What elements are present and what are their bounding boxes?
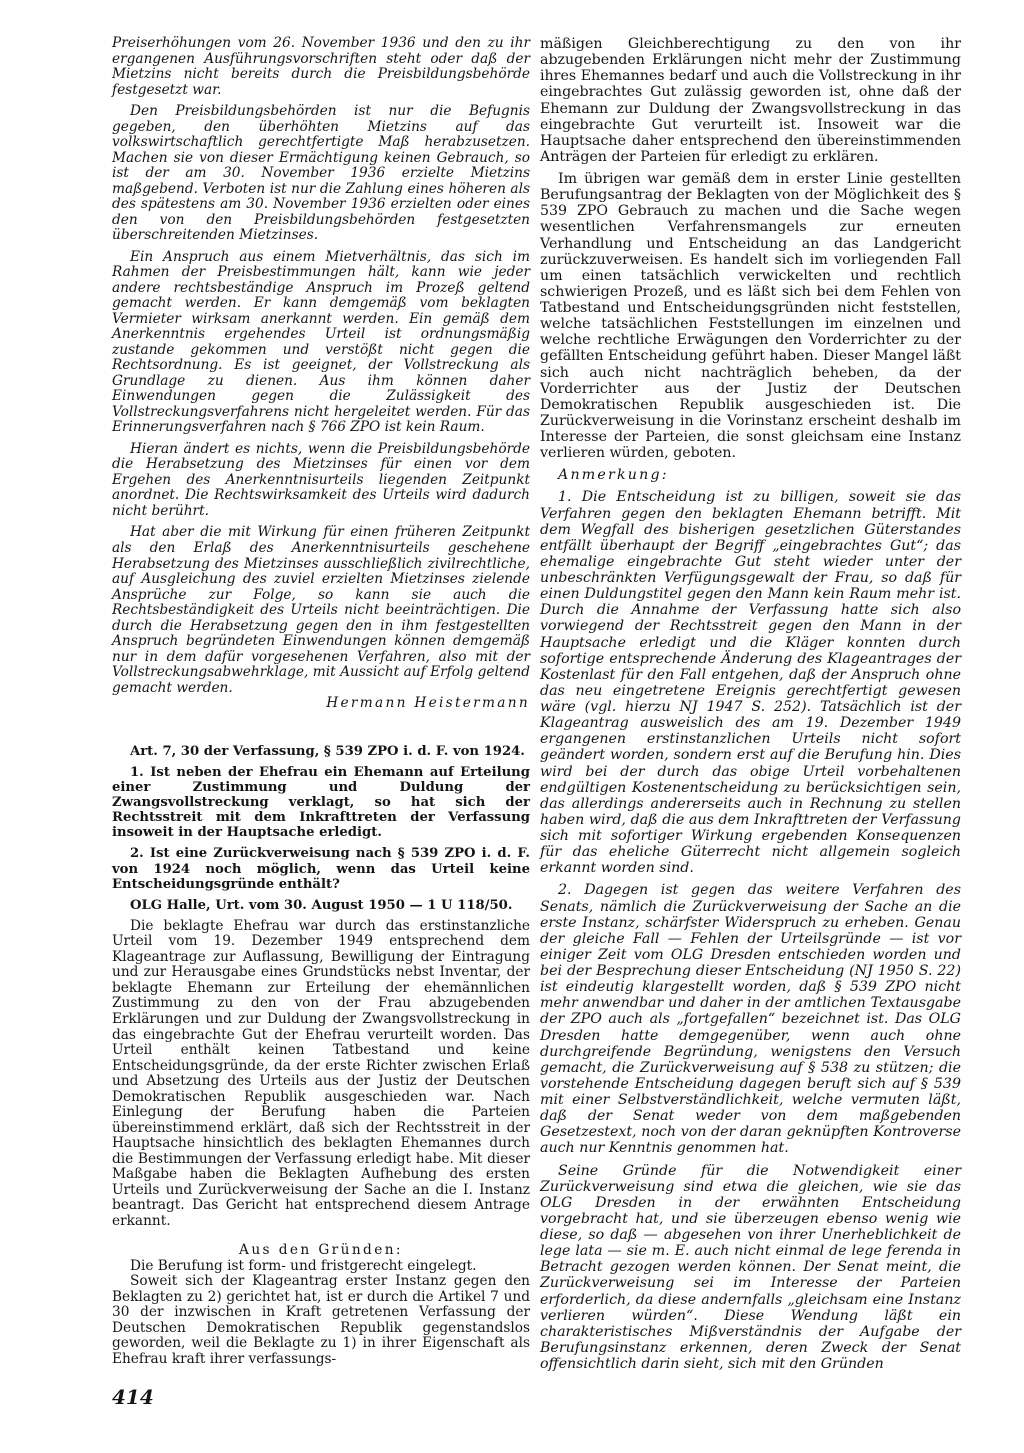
annotation-paragraph: 2. Dagegen ist gegen das weitere Verfahren des Senats, nämlich die Zurückverweisung der Sache an die erste Instanz, schärfster Widerspruch zu erheben. Genau der gleiche Fall — Fehlen der Urteilsgründe — ist vor einiger Zeit vom OLG Dresden entschieden worden und bei der Besprechung dieser Entscheidung (NJ 1950 S. 22) ist eindeutig klargestellt worden, daß § 539 ZPO nicht mehr anwendbar und daher in der amtlichen Textausgabe der ZPO auch als „fortgefallen“ bezeichnet ist. Das OLG Dresden hatte demgegenüber, wenn auch ohne durchgreifende Begründung, wenigstens den Versuch gemacht, die Zurückverweisung auf § 538 zu stützen; die vorstehende Entscheidung dagegen beruft sich auf § 539 mit einer Selbstverständlichkeit, welche vermuten läßt, daß der Senat weder von dem maßgebenden Gesetzestext, noch von der daran geknüpften Kontroverse auch nur Kenntnis genommen hat. — [540, 882, 961, 1157]
paragraph: Soweit sich der Klageantrag erster Instanz gegen den Beklagten zu 2) gerichtet hat, ist er durch die Artikel 7 und 30 der inzwischen in Kraft getretenen Verfassung der Deutschen Demokratischen Republik gegenstandslos geworden, weil die Beklagte zu 1) in ihrer Eigenschaft als Ehefrau kraft ihrer verfassungs- — [112, 1273, 530, 1367]
paragraph: Den Preisbildungsbehörden ist nur die Befugnis gegeben, den überhöhten Mietzins auf das volkswirtschaftlich gerechtfertigte Maß herabzusetzen. Machen sie von dieser Ermächtigung keinen Gebrauch, so ist der am 30. November 1936 erzielte Mietzins maßgebend. Verboten ist nur die Zahlung eines höheren als des spätestens am 30. November 1936 erzielten oder eines den von den Preisbildungsbehörden festgesetzten überschreitenden Mietzinses. — [112, 103, 530, 244]
case-heading: Art. 7, 30 der Verfassung, § 539 ZPO i. d. F. von 1924. — [130, 743, 525, 759]
paragraph: Hat aber die mit Wirkung für einen früheren Zeitpunkt als den Erlaß des Anerkenntnisurteils geschehene Herabsetzung des Mietzinses ausschließlich zivilrechtliche, auf Ausgleichung des zuviel erzielten Mietzinses zielende Ansprüche zur Folge, so kann sie auch die Rechtsbeständigkeit des Urteils nicht beeinträchtigen. Die durch die Herabsetzung gegen den in ihm festgestellten Anspruch begründeten Einwendungen können demgemäß nur in dem dafür vorgesehenen Verfahren, also mit der Vollstreckungsabwehrklage, mit Aussicht auf Erfolg geltend gemacht werden. — [112, 524, 530, 696]
paragraph: Preiserhöhungen vom 26. November 1936 und den zu ihr ergangenen Ausführungsvorschriften steht oder daß der Mietzins nicht bereits durch die Preisbildungsbehörde festgesetzt war. — [112, 35, 530, 98]
court-citation: OLG Halle, Urt. vom 30. August 1950 — 1 U 118/50. — [130, 897, 513, 913]
left-column — [112, 36, 530, 1367]
page-number: 414 — [112, 1385, 154, 1409]
paragraph: Im übrigen war gemäß dem in erster Linie gestellten Berufungsantrag der Beklagten von der Möglichkeit des § 539 ZPO Gebrauch zu machen und die Sache wegen wesentlichen Verfahrensmangels zur erneuten Verhandlung und Entscheidung an das Landgericht zurückzuverweisen. Es handelt sich im vorliegenden Fall um einen tatsächlich verwickelten und rechtlich schwierigen Prozeß, und es läßt sich bei dem Fehlen von Tatbestand und Entscheidungsgründen nicht feststellen, welche tatsächlichen Feststellungen im einzelnen und welche rechtliche Erwägungen den Vorderrichter zu der gefällten Entscheidung geführt haben. Dieser Mangel läßt sich auch nicht nachträglich beheben, da der Vorderrichter aus der Justiz der Deutschen Demokratischen Republik ausgeschieden ist. Die Zurückverweisung in die Vorinstanz erscheint deshalb im Interesse der Parteien, die sonst gleichsam eine Instanz verlieren würden, geboten. — [540, 171, 961, 462]
right-column — [540, 36, 961, 1372]
section-heading: Aus den Gründen: — [239, 1242, 403, 1259]
paragraph: Hieran ändert es nichts, wenn die Preisbildungsbehörde die Herabsetzung des Mietzinses für einen vor dem Ergehen des Anerkenntnisurteils liegenden Zeitpunkt anordnet. Die Rechtswirksamkeit des Urteils wird dadurch nicht berührt. — [112, 440, 530, 519]
headnote: 2. Ist eine Zurückverweisung nach § 539 ZPO i. d. F. von 1924 noch möglich, wenn das Urteil keine Entscheidungsgründe enthält? — [112, 846, 530, 892]
headnote: 1. Ist neben der Ehefrau ein Ehemann auf Erteilung einer Zustimmung und Duldung der Zwangsvollstreckung verklagt, so hat sich der Rechtsstreit mit dem Inkrafttreten der Verfassung insoweit in der Hauptsache erledigt. — [112, 764, 530, 841]
paragraph: mäßigen Gleichberechtigung zu den von ihr abzugebenden Erklärungen nicht mehr der Zustimmung ihres Ehemannes bedarf und auch die Vollstreckung in ihr eingebrachtes Gut zulässig geworden ist, ohne daß der Ehemann zur Duldung der Zwangsvollstreckung in das eingebrachte Gut verurteilt ist. Insoweit war die Hauptsache daher entsprechend den übereinstimmenden Anträgen der Parteien für erledigt zu erklären. — [540, 36, 961, 165]
annotation-paragraph: Seine Gründe für die Notwendigkeit einer Zurückverweisung sind etwa die gleichen, wie sie das OLG Dresden in der erwähnten Entscheidung vorgebracht hat, und sie überzeugen ebenso wenig wie diese, so daß — abgesehen von ihrer Unerheblichkeit de lege lata — sie m. E. auch nicht einmal de lege ferenda in Betracht gezogen werden können. Der Senat meint, die Zurückverweisung sei im Interesse der Parteien erforderlich, da diese andernfalls „gleichsam eine Instanz verlieren würden“. Diese Wendung läßt ein charakteristisches Mißverständnis der Aufgabe der Berufungsinstanz erkennen, deren Zweck der Senat offensichtlich darin sieht, sich mit den Gründen — [540, 1162, 961, 1372]
paragraph: Die Berufung ist form- und fristgerecht eingelegt. — [130, 1257, 477, 1274]
annotation-heading: Anmerkung: — [558, 467, 669, 484]
facts-paragraph: Die beklagte Ehefrau war durch das erstinstanzliche Urteil vom 19. Dezember 1949 entsprechend dem Klageantrage zur Auflassung, Bewilligung der Eintragung und zur Herausgabe eines Grundstücks nebst Inventar, der beklagte Ehemann zur Erteilung der ehemännlichen Zustimmung zu den von der Frau abzugebenden Erklärungen und zur Duldung der Zwangsvollstreckung in das eingebrachte Gut der Ehefrau verurteilt worden. Das Urteil enthält keinen Tatbestand und keine Entscheidungsgründe, da der erste Richter zwischen Erlaß und Absetzung des Urteils aus der Justiz der Deutschen Demokratischen Republik ausgeschieden war. Nach Einlegung der Berufung haben die Parteien übereinstimmend erklärt, daß sich der Rechtsstreit in der Hauptsache hinsichtlich des beklagten Ehemannes durch die Bestimmungen der Verfassung erledigt habe. Mit dieser Maßgabe haben die Beklagten Aufhebung des ersten Urteils und Zurückverweisung der Sache an die I. Instanz beantragt. Das Gericht hat entsprechend diesem Antrage erkannt. — [112, 917, 530, 1229]
annotation-paragraph: 1. Die Entscheidung ist zu billigen, soweit sie das Verfahren gegen den beklagten Ehemann betrifft. Mit dem Wegfall des bisherigen gesetzlichen Güterstandes entfällt überhaupt der Begriff „eingebrachtes Gut“; das ehemalige eingebrachte Gut steht wieder unter der unbeschränkten Verfügungsgewalt der Frau, so daß für einen Duldungstitel gegen den Mann kein Raum mehr ist. Durch die Annahme der Verfassung hatte sich also vorwiegend der Rechtsstreit gegen den Mann in der Hauptsache erledigt und die Kläger konnten durch sofortige entsprechende Änderung des Klageantrages der Kostenlast für den Fall entgehen, daß der Anspruch ohne das neu eingetretene Ereignis gerechtfertigt gewesen wäre (vgl. hierzu NJ 1947 S. 252). Tatsächlich ist der Klageantrag ausweislich des am 19. Dezember 1949 ergangenen erstinstanzlichen Urteils nicht sofort geändert worden, sondern erst auf die Berufung hin. Dies wird bei der durch das obige Urteil vorbehaltenen endgültigen Kostenentscheidung zu berücksichtigen sein, das allerdings andererseits auch in Rechnung zu stellen haben wird, daß die aus dem Inkrafttreten der Verfassung sich mit sofortiger Wirkung ergebenden Konsequenzen für das eheliche Güterrecht nicht allgemein sogleich erkannt worden sind. — [540, 489, 961, 877]
author-signature: Hermann Heistermann — [326, 695, 530, 712]
paragraph: Ein Anspruch aus einem Mietverhältnis, das sich im Rahmen der Preisbestimmungen hält, kann wie jeder andere rechtsbeständige Anspruch im Prozeß geltend gemacht werden. Er kann demgemäß vom beklagten Vermieter wirksam anerkannt werden. Ein gemäß dem Anerkenntnis ergehendes Urteil ist ordnungsmäßig zustande gekommen und verstößt nicht gegen die Rechtsordnung. Es ist geeignet, der Vollstreckung als Grundlage zu dienen. Aus ihm können daher Einwendungen gegen die Zulässigkeit des Vollstreckungsverfahrens nicht hergeleitet werden. Für das Erinnerungsverfahren nach § 766 ZPO ist kein Raum. — [112, 248, 530, 436]
